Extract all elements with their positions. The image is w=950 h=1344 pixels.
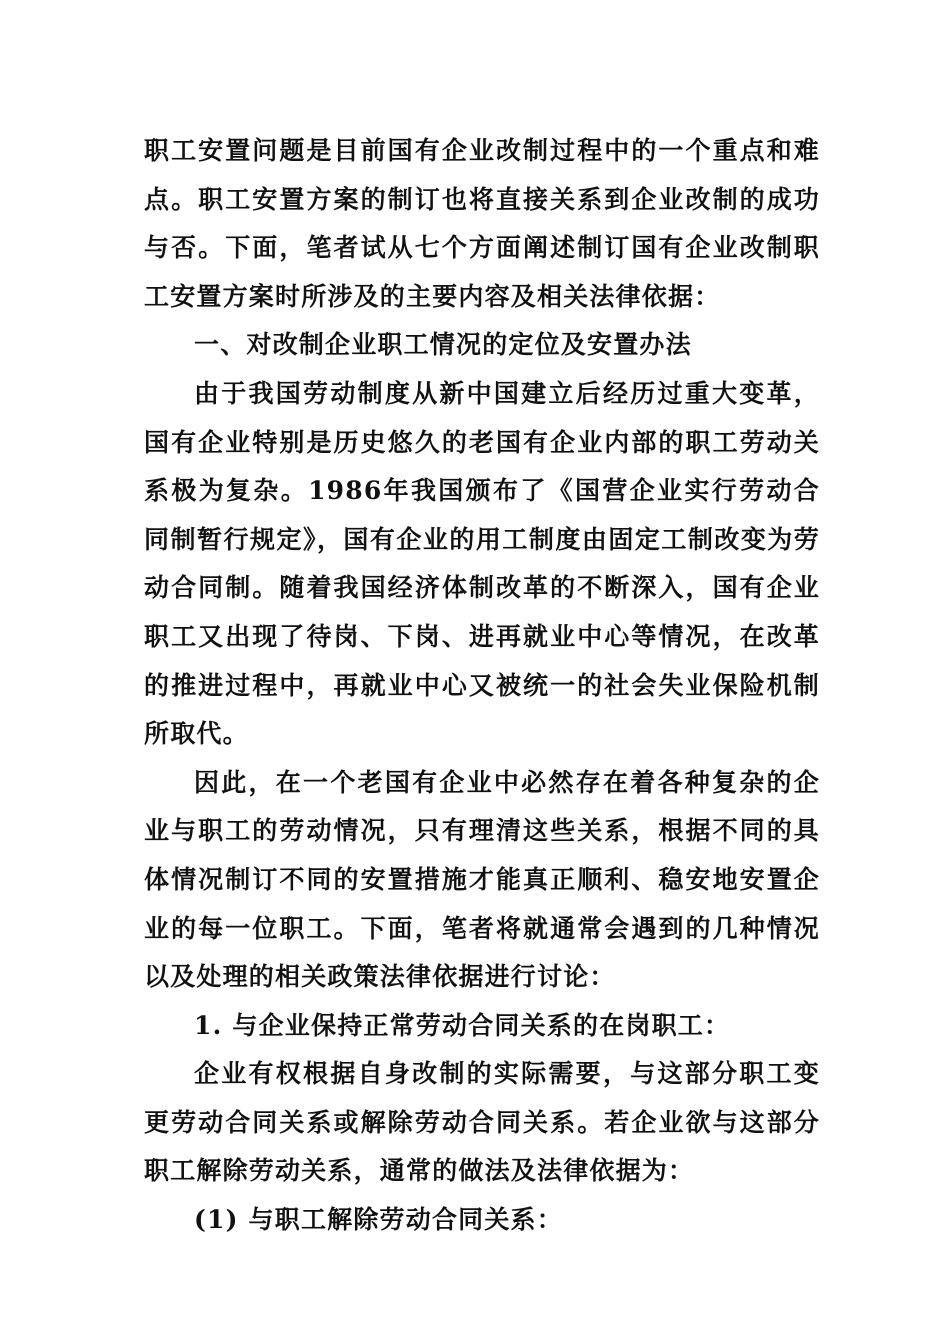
sub-item-1: (1) 与职工解除劳动合同关系：: [194, 1205, 563, 1235]
paragraph-therefore: 因此，在一个老国有企业中必然存在着各种复杂的企业与职工的劳动情况，只有理清这些关系，根据不同的具体情况制订不同的安置措施才能真正顺利、稳安地安置企业的每一位职工。下面，笔者将就通常会遇到的几种情况以及处理的相关政策法律依据进行讨论：: [144, 767, 820, 992]
document-body: [144, 127, 820, 1245]
paragraph-intro: 职工安置问题是目前国有企业改制过程中的一个重点和难点。职工安置方案的制订也将直接关系到企业改制的成功与否。下面，笔者试从七个方面阐述制订国有企业改制职工安置方案时所涉及的主要内容及相关法律依据：: [144, 136, 820, 311]
section-heading-1: 一、对改制企业职工情况的定位及安置办法: [194, 330, 692, 360]
paragraph-history: 由于我国劳动制度从新中国建立后经历过重大变革，国有企业特别是历史悠久的老国有企业内部的职工劳动关系极为复杂。1986年我国颁布了《国营企业实行劳动合同制暂行规定》，国有企业的用工制度由固定工制改变为劳动合同制。随着我国经济体制改革的不断深入，国有企业职工又出现了待岗、下岗、进再就业中心等情况，在改革的推进过程中，再就业中心又被统一的社会失业保险机制所取代。: [144, 378, 820, 749]
paragraph-rights: 企业有权根据自身改制的实际需要，与这部分职工变更劳动合同关系或解除劳动合同关系。若企业欲与这部分职工解除劳动关系，通常的做法及法律依据为：: [144, 1059, 820, 1186]
list-item-1: 1. 与企业保持正常劳动合同关系的在岗职工：: [194, 1010, 731, 1040]
